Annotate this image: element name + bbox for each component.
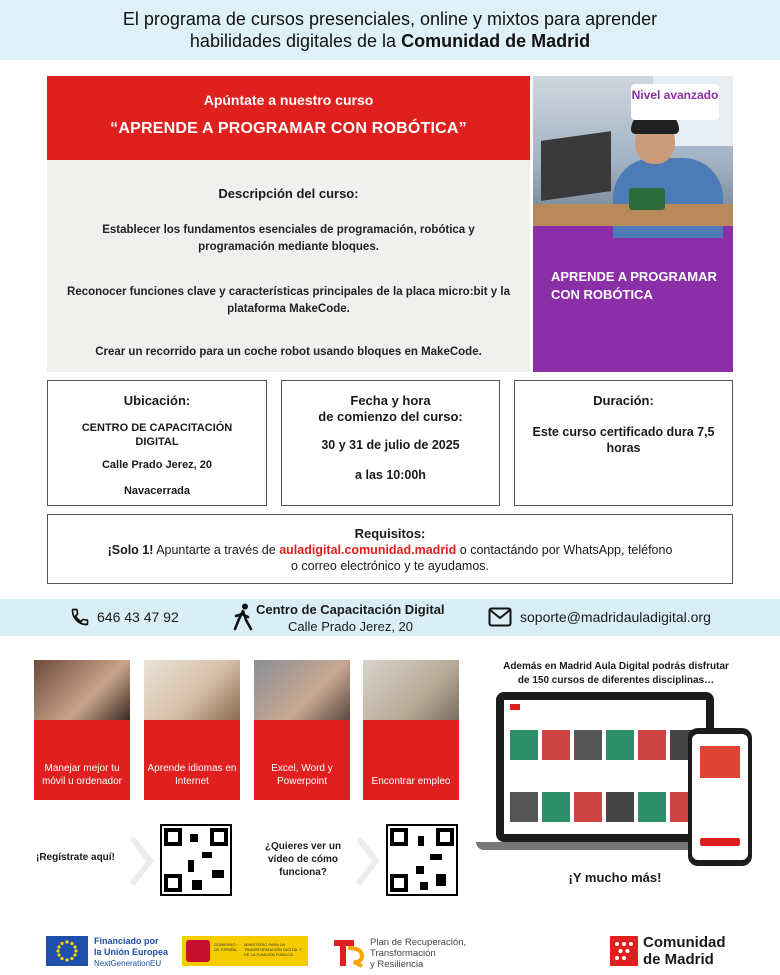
description-item-3: Crear un recorrido para un coche robot usando bloques en MakeCode. xyxy=(95,346,482,358)
requirements-line-1 xyxy=(48,542,732,558)
phone-icon xyxy=(70,607,90,627)
walking-person-icon xyxy=(232,603,254,631)
duration-text: Este curso certificado dura 7,5 horas xyxy=(532,425,715,455)
promo-line-1 xyxy=(488,660,744,674)
requirements-heading: Requisitos: xyxy=(354,526,426,541)
course-image-panel xyxy=(533,76,733,372)
promo-line-2-suffix: de diferentes disciplinas… xyxy=(584,675,715,686)
course-hero xyxy=(47,76,733,372)
top-banner xyxy=(0,0,780,60)
eu-text-2: la Unión Europea xyxy=(94,947,169,957)
center-name: Centro de Capacitación Digital xyxy=(256,602,445,617)
spain-crest-icon xyxy=(186,940,210,962)
promo-line-2-prefix: de xyxy=(517,675,533,686)
eu-stars-icon xyxy=(46,936,88,966)
plan-text xyxy=(370,937,466,970)
duration-box xyxy=(514,380,733,506)
laptop-mockup xyxy=(496,692,714,842)
description-item-1: Establecer los fundamentos esenciales de programación, robótica y programación mediante bloques. xyxy=(102,224,475,253)
location-town: Navacerrada xyxy=(123,485,191,497)
laptop-screen xyxy=(504,700,706,834)
contact-email[interactable]: soporte@madridauladigital.org xyxy=(520,609,711,625)
requirements-box xyxy=(47,514,733,584)
register-qr-code[interactable] xyxy=(160,824,232,896)
level-badge: Nivel avanzado xyxy=(631,84,719,120)
promo-line-1-bold: Madrid Aula Digital xyxy=(559,661,650,672)
requirements-text-1: Apuntarte a través de xyxy=(153,543,280,557)
contact-bar xyxy=(0,599,780,636)
gobierno-text-1: GOBIERNO DE ESPAÑA xyxy=(214,942,237,952)
card-employment-label: Encontrar empleo xyxy=(371,776,451,787)
card-office-image xyxy=(254,660,350,720)
header-line-2-bold: Comunidad de Madrid xyxy=(401,31,591,51)
requirements-text-2: o contactándo por WhatsApp, teléfono xyxy=(456,543,673,557)
location-heading: Ubicación: xyxy=(123,393,191,408)
requirements-line-2: o correo electrónico y te ayudamos. xyxy=(290,559,490,573)
gobierno-text-2: MINISTERIO PARA LA TRANSFORMACIÓN DIGITAL Y DE LA FUNCIÓN PÚBLICA xyxy=(244,942,302,957)
video-text: ¿Quieres ver un vídeo de cómo funciona? xyxy=(264,841,342,878)
description-title: Descripción del curso: xyxy=(218,186,359,201)
plan-text-3: y Resiliencia xyxy=(370,959,424,970)
chevron-right-icon-2 xyxy=(356,836,380,886)
comunidad-madrid-flag-logo xyxy=(610,936,638,966)
description-item-2: Reconocer funciones clave y características principales de la placa micro:bit y la plataforma MakeCode. xyxy=(67,286,510,315)
location-box xyxy=(47,380,267,506)
promo-text xyxy=(488,660,744,688)
eu-text xyxy=(94,936,168,969)
cm-text-1: Comunidad xyxy=(643,934,726,951)
mail-icon xyxy=(488,607,512,627)
card-office-label: Excel, Word y Powerpoint xyxy=(271,763,333,787)
eu-flag-logo xyxy=(46,936,88,966)
plan-text-1: Plan de Recuperación, xyxy=(370,937,467,948)
date-heading-1: Fecha y hora xyxy=(350,393,431,408)
center-address: Calle Prado Jerez, 20 xyxy=(288,619,414,634)
image-course-label: APRENDE A PROGRAMAR CON ROBÓTICA xyxy=(551,269,717,302)
plan-recuperacion-logo-icon xyxy=(332,936,364,968)
eu-text-3: NextGenerationEU xyxy=(94,959,162,968)
card-mobile-label: Manejar mejor tu móvil u ordenador xyxy=(41,763,123,787)
eu-text-1: Financiado por xyxy=(94,936,159,946)
course-title: “APRENDE A PROGRAMAR CON ROBÓTICA” xyxy=(110,120,467,137)
card-employment[interactable] xyxy=(363,660,459,800)
video-qr-code[interactable] xyxy=(386,824,458,896)
aula-digital-link[interactable]: auladigital.comunidad.madrid xyxy=(279,543,457,557)
comunidad-madrid-text xyxy=(643,934,726,968)
header-line-1: El programa de cursos presenciales, online y mixtos para aprender xyxy=(122,9,658,29)
cm-text-2: de Madrid xyxy=(643,951,714,968)
date-days: 30 y 31 de julio de 2025 xyxy=(321,438,460,452)
card-mobile-image xyxy=(34,660,130,720)
register-text: ¡Regístrate aquí! xyxy=(36,852,115,863)
promo-more: ¡Y mucho más! xyxy=(568,870,662,885)
date-box xyxy=(281,380,500,506)
card-mobile[interactable] xyxy=(34,660,130,800)
card-languages-image xyxy=(144,660,240,720)
card-office[interactable] xyxy=(254,660,350,800)
gobierno-logo xyxy=(182,936,308,966)
course-description-panel xyxy=(47,76,530,372)
promo-line-1-suffix: podrás disfrutar xyxy=(649,661,729,672)
chevron-right-icon xyxy=(130,836,154,886)
promo-line-1-prefix: Además en xyxy=(503,661,560,672)
requirements-lead: ¡Solo 1! xyxy=(107,543,154,557)
header-line-2 xyxy=(190,30,590,52)
madrid-stars-icon xyxy=(610,936,638,966)
course-title-banner xyxy=(47,76,530,160)
card-languages-label: Aprende idiomas en Internet xyxy=(147,763,237,787)
date-time: a las 10:00h xyxy=(355,468,426,482)
card-languages[interactable] xyxy=(144,660,240,800)
header-line-2-prefix: habilidades digitales de la xyxy=(189,31,402,51)
plan-text-2: Transformación xyxy=(370,948,436,959)
phone-mockup xyxy=(688,728,752,866)
duration-heading: Duración: xyxy=(593,393,654,408)
card-employment-image xyxy=(363,660,459,720)
location-name: CENTRO DE CAPACITACIÓN DIGITAL xyxy=(81,422,233,448)
promo-line-2 xyxy=(488,674,744,688)
promo-line-2-bold: 150 cursos xyxy=(532,675,585,686)
contact-phone[interactable]: 646 43 47 92 xyxy=(97,609,179,625)
signup-text: Apúntate a nuestro curso xyxy=(203,92,374,108)
date-heading-2: de comienzo del curso: xyxy=(318,409,463,424)
location-street: Calle Prado Jerez, 20 xyxy=(101,459,213,471)
